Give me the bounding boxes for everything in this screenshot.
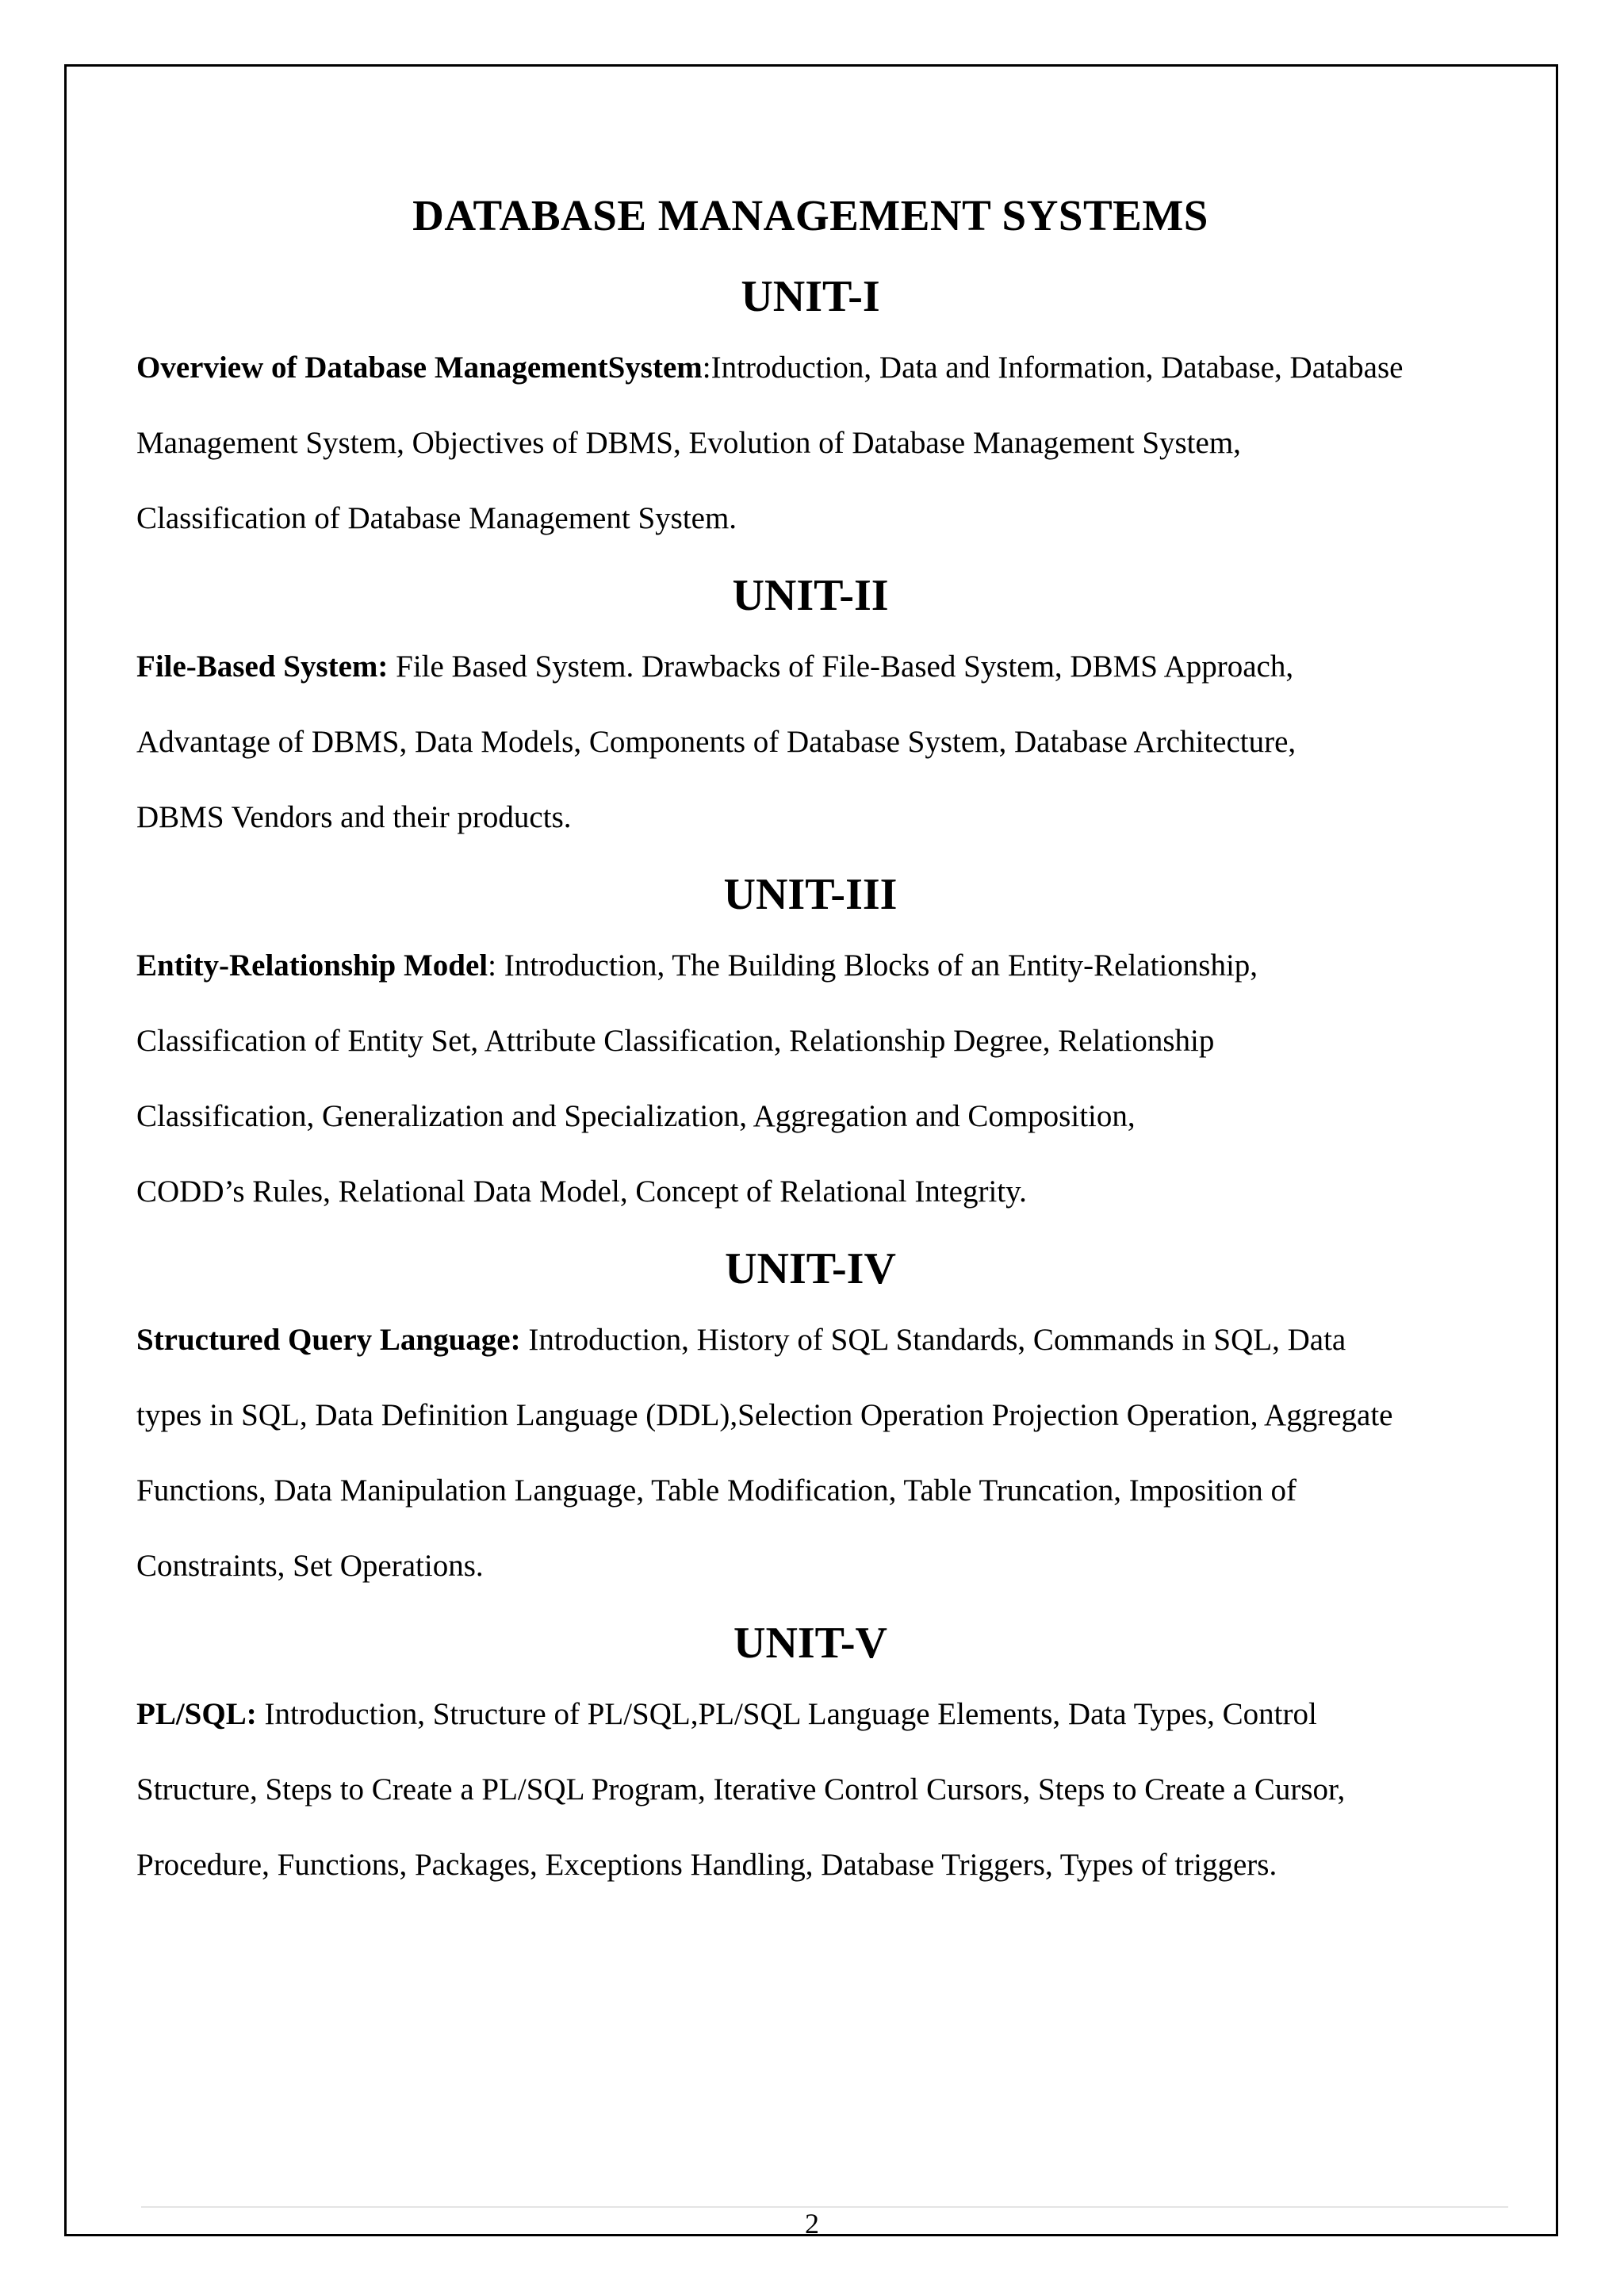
unit-1-line-2: Management System, Objectives of DBMS, Evolution of Database Management System, [136, 426, 1241, 460]
unit-5-section [136, 1611, 1484, 1902]
unit-2-syllabus [136, 629, 1484, 855]
unit-3-syllabus [136, 928, 1484, 1229]
unit-5-line-1 [136, 1676, 1484, 1752]
unit-4-heading: UNIT-IV [725, 1244, 896, 1293]
page-number: 2 [805, 2208, 819, 2239]
document-body [136, 184, 1484, 1910]
unit-3-line-1 [136, 928, 1484, 1003]
unit-4-section [136, 1237, 1484, 1603]
unit-1-line-1-text: :Introduction, Data and Information, Database, Database [702, 351, 1404, 385]
unit-1-section [136, 265, 1484, 556]
unit-3-section [136, 863, 1484, 1229]
unit-2-section [136, 564, 1484, 855]
unit-2-topic: File-Based System: [136, 649, 389, 684]
unit-1-line-1 [136, 330, 1484, 405]
unit-2-line-2: Advantage of DBMS, Data Models, Components of Database System, Database Architecture, [136, 725, 1297, 759]
unit-4-line-2: types in SQL, Data Definition Language (DDL),Selection Operation Projection Operation, Aggregate [136, 1398, 1393, 1432]
unit-5-topic: PL/SQL: [136, 1697, 257, 1731]
unit-3-topic: Entity-Relationship Model [136, 948, 488, 983]
unit-3-line-3: Classification, Generalization and Specialization, Aggregation and Composition, [136, 1099, 1136, 1133]
unit-4-syllabus [136, 1302, 1484, 1603]
unit-1-line-3: Classification of Database Management System. [136, 501, 737, 535]
unit-4-line-1 [136, 1302, 1484, 1377]
unit-4-line-3: Functions, Data Manipulation Language, Table Modification, Table Truncation, Imposition of [136, 1473, 1297, 1508]
unit-2-heading: UNIT-II [732, 571, 889, 620]
unit-2-line-1 [136, 629, 1484, 704]
unit-3-heading: UNIT-III [723, 870, 898, 919]
unit-4-line-1-text: Introduction, History of SQL Standards, Commands in SQL, Data [520, 1323, 1346, 1357]
unit-3-line-1-text: : Introduction, The Building Blocks of an Entity-Relationship, [488, 948, 1258, 983]
unit-3-line-4: CODD’s Rules, Relational Data Model, Concept of Relational Integrity. [136, 1174, 1027, 1209]
unit-5-line-3: Procedure, Functions, Packages, Exceptions Handling, Database Triggers, Types of triggers. [136, 1848, 1277, 1882]
unit-4-topic: Structured Query Language: [136, 1323, 521, 1357]
unit-4-line-4: Constraints, Set Operations. [136, 1549, 484, 1583]
unit-1-syllabus [136, 330, 1484, 556]
unit-5-syllabus [136, 1676, 1484, 1902]
unit-2-line-3: DBMS Vendors and their products. [136, 800, 572, 834]
unit-3-line-2: Classification of Entity Set, Attribute Classification, Relationship Degree, Relationship [136, 1024, 1215, 1058]
unit-5-line-1-text: Introduction, Structure of PL/SQL,PL/SQL Language Elements, Data Types, Control [256, 1697, 1317, 1731]
unit-5-line-2: Structure, Steps to Create a PL/SQL Program, Iterative Control Cursors, Steps to Create a Cursor, [136, 1772, 1346, 1806]
unit-5-heading: UNIT-V [733, 1619, 887, 1668]
unit-1-topic: Overview of Database ManagementSystem [136, 351, 703, 385]
unit-2-line-1-text: File Based System. Drawbacks of File-Based System, DBMS Approach, [388, 649, 1294, 684]
document-title: DATABASE MANAGEMENT SYSTEMS [412, 191, 1208, 239]
unit-1-heading: UNIT-I [741, 272, 880, 321]
